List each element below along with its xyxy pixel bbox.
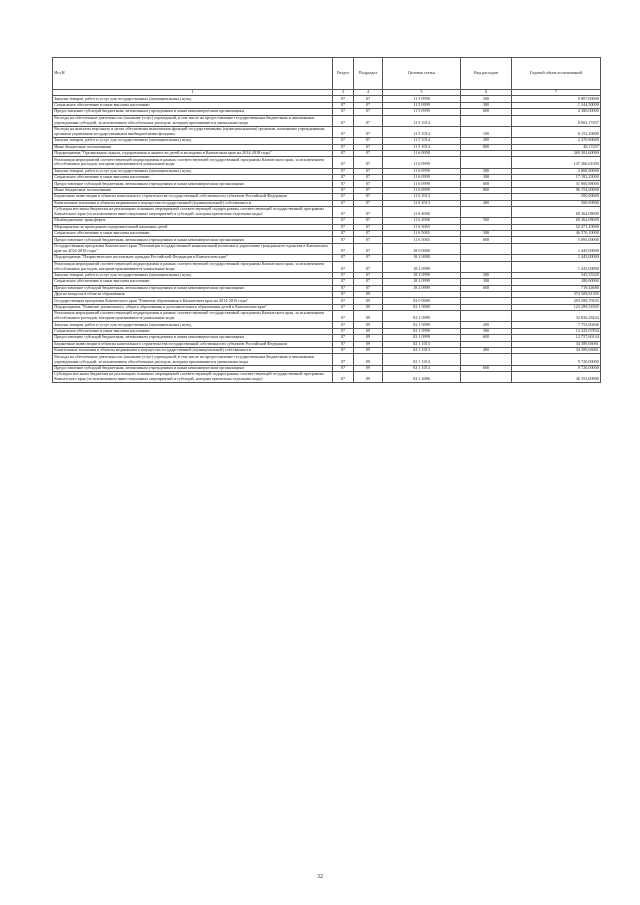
row-section: 07 [333,365,354,371]
row-expense-type: 300 [461,102,512,108]
row-article: 11 6 5065 [383,237,461,243]
row-expense-type: 100 [461,126,512,137]
table-row [53,206,601,217]
row-article: 11 5 0999 [383,102,461,108]
row-subsection: 07 [354,224,383,230]
row-amount: 123 299,54305 [512,304,601,310]
row-section: 07 [333,102,354,108]
row-name: Субсидии местным бюджетам на реализацию основных мероприятий соответствующей подпрограммы соответствующей государственной программы Камчатского края (за исключением инвестиционных мероприятий и субсидий, которым присвоены отдельные коды) [53,372,333,383]
row-amount: 4 380,00000 [512,109,601,115]
row-section: 07 [333,175,354,181]
row-subsection: 07 [354,181,383,187]
row-amount: 269 502,60000 [512,150,601,156]
row-amount: 8 663,17457 [512,115,601,126]
row-article: 11 5 1014 [383,115,461,126]
row-article: 11 6 1013 [383,194,461,200]
row-section: 07 [333,335,354,341]
row-subsection: 09 [354,311,383,322]
row-section: 07 [333,255,354,261]
row-subsection: 09 [354,298,383,304]
header-name: Ист.Н [53,58,333,90]
row-expense-type: 600 [461,237,512,243]
row-section: 07 [333,328,354,334]
row-article: 11 6 1013 [383,200,461,206]
row-article: 11 6 0999 [383,157,461,168]
row-subsection: 07 [354,96,383,102]
row-article: 18 2 0000 [383,255,461,261]
row-expense-type: 200 [461,322,512,328]
row-amount: 96 154,60000 [512,187,601,193]
row-subsection: 07 [354,194,383,200]
row-article: 02 1 0999 [383,335,461,341]
row-section: 07 [333,304,354,310]
row-name: Предоставление субсидий бюджетным, автономным учреждениям и иным некоммерческим организациям [53,237,333,243]
row-expense-type: 300 [461,279,512,285]
row-article: 11 5 1014 [383,126,461,137]
row-article: 18 0 0000 [383,243,461,254]
row-article: 11 5 1014 [383,138,461,144]
row-name: Субсидии местным бюджетам на реализацию основных мероприятий соответствующей подпрограммы соответствующей государственной программы Камчатского края (за исключением инвестиционных мероприятий и субсидий, которым присвоены отдельные коды) [53,206,333,217]
row-name: Реализация мероприятий соответствующей подпрограммы в рамках соответствующей государственной программы Камчатского края, за исключением обособленных расходов, которым присваиваются уникальные коды [53,311,333,322]
budget-table-page [52,57,600,383]
row-subsection: 09 [354,365,383,371]
row-expense-type: 800 [461,144,512,150]
row-name: Закупка товаров, работ и услуг для государственных (муниципальных) нужд [53,322,333,328]
table-row [53,261,601,272]
row-expense-type [461,206,512,217]
table-row [53,126,601,137]
row-amount: 9 807,00000 [512,96,601,102]
row-name: Социальное обеспечение и иные выплаты населению [53,175,333,181]
row-expense-type: 300 [461,231,512,237]
row-article: 18 2 0999 [383,279,461,285]
row-expense-type [461,354,512,365]
row-subsection: 07 [354,243,383,254]
row-subsection: 07 [354,272,383,278]
row-name: Капитальные вложения в объекты недвижимого имущества государственной (муниципальной) собственности [53,348,333,354]
row-amount: 32 836,28244 [512,311,601,322]
row-subsection: 07 [354,157,383,168]
row-section: 07 [333,372,354,383]
table-row [53,243,601,254]
row-name: Закупка товаров, работ и услуг для государственных (муниципальных) нужд [53,168,333,174]
row-section: 07 [333,272,354,278]
row-section: 07 [333,96,354,102]
row-article: 02 1 0999 [383,311,461,322]
row-name: Закупка товаров, работ и услуг для государственных (муниципальных) нужд [53,96,333,102]
row-section: 07 [333,218,354,224]
row-amount: 147 266,61000 [512,157,601,168]
row-amount: 12 757,60144 [512,335,601,341]
row-article: 11 6 0999 [383,175,461,181]
row-article: 11 6 0999 [383,187,461,193]
row-article: 11 6 5065 [383,224,461,230]
row-expense-type [461,311,512,322]
row-subsection: 09 [354,328,383,334]
row-section: 07 [333,322,354,328]
row-section: 07 [333,115,354,126]
column-index: 1 [53,90,333,96]
row-name: Предоставление субсидий бюджетным, автономным учреждениям и иным некоммерческим организациям [53,365,333,371]
row-name: Закупка товаров, работ и услуг для государственных (муниципальных) нужд [53,138,333,144]
row-name: Расходы на выплаты персоналу в целях обеспечения выполнения функций государственными (муниципальными) органами, казенными учреждениями, органами управления государственными внебюджетными фондами [53,126,333,137]
row-expense-type: 400 [461,348,512,354]
row-section: 07 [333,348,354,354]
row-article: 11 5 0999 [383,109,461,115]
row-section: 07 [333,231,354,237]
row-subsection: 07 [354,115,383,126]
row-article: 11 6 5065 [383,231,461,237]
row-name: Расходы на обеспечение деятельности (оказание услуг) учреждений, в том числе на предоставление государственным бюджетным и автономным учреждениям субсидий, за исключением обособленных расходов, которым присваиваются уникальные коды [53,354,333,365]
row-expense-type: 200 [461,96,512,102]
row-subsection: 09 [354,322,383,328]
table-header-row [53,58,601,90]
row-section: 07 [333,200,354,206]
row-article: 02 1 1014 [383,365,461,371]
row-amount: 5 895,00000 [512,237,601,243]
row-expense-type: 600 [461,181,512,187]
row-amount: 46 353,60000 [512,372,601,383]
row-article: 11 6 0999 [383,168,461,174]
row-name: Капитальные вложения в объекты недвижимого имущества государственной (муниципальной) собственности [53,200,333,206]
row-article: 02 1 1014 [383,354,461,365]
row-section: 07 [333,354,354,365]
row-name: Иные бюджетные ассигнования [53,187,333,193]
row-amount: 2 470,80000 [512,138,601,144]
row-amount: 9 720,00000 [512,354,601,365]
row-subsection: 09 [354,304,383,310]
row-name: Подпрограмма "Развитие дошкольного, общего образования и дополнительного образования детей в Камчатском крае" [53,304,333,310]
row-expense-type: 600 [461,335,512,341]
row-amount: 1 244,50000 [512,102,601,108]
row-name: Социальное обеспечение и иные выплаты населению [53,279,333,285]
row-section: 07 [333,150,354,156]
column-index: 7 [512,90,601,96]
row-section: 07 [333,126,354,137]
budget-allocation-table [52,57,601,383]
row-section: 07 [333,298,354,304]
row-amount: 500,00000 [512,194,601,200]
row-section: 07 [333,261,354,272]
row-subsection: 07 [354,285,383,291]
row-subsection: 09 [354,354,383,365]
row-name: Расходы на обеспечение деятельности (оказание услуг) учреждений, в том числе на предоставление государственным бюджетным и автономным учреждениям субсидий, за исключением обособленных расходов, которым присваиваются уникальные коды [53,115,333,126]
row-name: Социальное обеспечение и иные выплаты населению [53,102,333,108]
row-article: 11 6 4006 [383,218,461,224]
table-row [53,115,601,126]
row-article: 11 6 0999 [383,181,461,187]
row-article: 11 5 0999 [383,96,461,102]
row-section: 07 [333,187,354,193]
row-subsection: 07 [354,102,383,108]
row-subsection: 07 [354,231,383,237]
row-expense-type [461,261,512,272]
row-expense-type: 300 [461,175,512,181]
row-article: 02 1 0000 [383,304,461,310]
row-amount: 293 289,70105 [512,298,601,304]
row-amount: 9 720,00000 [512,365,601,371]
row-article: 02 1 0999 [383,328,461,334]
row-section: 07 [333,243,354,254]
row-article: 02 0 0000 [383,298,461,304]
row-expense-type: 500 [461,218,512,224]
row-amount: 60 264,08000 [512,206,601,217]
row-expense-type [461,372,512,383]
row-subsection: 09 [354,348,383,354]
table-row [53,311,601,322]
row-subsection: 09 [354,341,383,347]
table-row [53,157,601,168]
row-name: Предоставление субсидий бюджетным, автономным учреждениям и иным некоммерческим организациям [53,109,333,115]
row-expense-type: 600 [461,365,512,371]
row-article: 18 2 0999 [383,285,461,291]
row-expense-type: 300 [461,328,512,334]
header-subsection: Подраздел [354,58,383,90]
row-amount: 17 182,23000 [512,175,601,181]
page-number: 32 [317,874,323,880]
row-section: 07 [333,311,354,322]
row-expense-type [461,243,512,254]
row-name: Реализация мероприятий соответствующей подпрограммы в рамках соответствующей государственной программы Камчатского края, за исключением обособленных расходов, которым присваиваются уникальные коды [53,157,333,168]
row-name: Государственная программа Камчатского края "Развитие образования в Камчатском крае на 2014-2016 годы" [53,298,333,304]
row-amount: 719,44680 [512,285,601,291]
row-section: 07 [333,285,354,291]
row-amount: 6 152,20000 [512,126,601,137]
row-subsection: 07 [354,187,383,193]
row-amount: 31 060,88000 [512,181,601,187]
row-name: Бюджетные инвестиции в объекты капитального строительства государственной собственности субъектов Российской Федерации [53,341,333,347]
table-row [53,372,601,383]
row-expense-type: 800 [461,187,512,193]
row-amount: 500,00000 [512,200,601,206]
row-article: 18 2 0999 [383,272,461,278]
column-index: 5 [383,90,461,96]
row-amount: 34 389,66061 [512,348,601,354]
row-subsection: 07 [354,255,383,261]
row-subsection: 09 [354,291,383,297]
row-name: Государственная программа Камчатского края "Реализация государственной национальной политики и укрепление гражданского единства в Камчатском крае на 2014-2018 годы" [53,243,333,254]
row-section: 07 [333,194,354,200]
row-amount: 180,00000 [512,279,601,285]
row-name: Социальное обеспечение и иные выплаты населению [53,231,333,237]
row-expense-type: 600 [461,285,512,291]
row-expense-type: 200 [461,272,512,278]
row-subsection: 07 [354,279,383,285]
row-subsection: 09 [354,335,383,341]
row-subsection: 07 [354,218,383,224]
row-name: Межбюджетные трансферты [53,218,333,224]
row-subsection: 07 [354,237,383,243]
row-section: 07 [333,279,354,285]
row-amount: 12 325,07834 [512,328,601,334]
row-amount: 1 445,00000 [512,255,601,261]
table-body [53,96,601,383]
row-amount: 7 753,60266 [512,322,601,328]
row-section: 07 [333,144,354,150]
row-name: Другие вопросы в области образования [53,291,333,297]
row-section: 07 [333,237,354,243]
row-article: 02 1 1013 [383,348,461,354]
column-index: 4 [354,90,383,96]
row-name: Мероприятия по проведению оздоровительной кампании детей [53,224,333,230]
row-name: Предоставление субсидий бюджетным, автономным учреждениям и иным некоммерческим организациям [53,181,333,187]
row-amount: 545,55320 [512,272,601,278]
row-subsection: 07 [354,200,383,206]
row-name: Предоставление субсидий бюджетным, автономным учреждениям и иным некоммерческим организациям [53,335,333,341]
row-subsection: 07 [354,138,383,144]
row-subsection: 07 [354,109,383,115]
row-subsection: 07 [354,150,383,156]
row-section: 07 [333,138,354,144]
row-subsection: 07 [354,168,383,174]
row-amount: 34 389,66061 [512,341,601,347]
row-expense-type [461,115,512,126]
row-amount: 52 471,10000 [512,224,601,230]
row-amount: 2 868,90000 [512,168,601,174]
row-section: 07 [333,341,354,347]
row-section: 07 [333,224,354,230]
header-section: Раздел [333,58,354,90]
row-article: 02 1 0999 [383,322,461,328]
row-subsection: 09 [354,372,383,383]
row-name: Предоставление субсидий бюджетным, автономным учреждениям и иным некоммерческим организациям [53,285,333,291]
row-name: Реализация мероприятий соответствующей подпрограммы в рамках соответствующей государственной программы Камчатского края, за исключением обособленных расходов, которым присваиваются уникальные коды [53,261,333,272]
row-expense-type [461,157,512,168]
row-amount: 374 509,81305 [512,291,601,297]
row-amount: 40,17457 [512,144,601,150]
row-article: 11 5 1014 [383,144,461,150]
row-name: Иные бюджетные ассигнования [53,144,333,150]
row-name: Социальное обеспечение и иные выплаты населению [53,328,333,334]
row-article: 11 6 4006 [383,206,461,217]
row-section: 07 [333,206,354,217]
row-name: Подпрограмма "Патриотическое воспитание граждан Российской Федерации в Камчатском крае" [53,255,333,261]
header-amount: Годовой объем ассигнований [512,58,601,90]
row-expense-type: 200 [461,168,512,174]
row-name: Подпрограмма "Организация отдыха, оздоровления и занятости детей и молодежи в Камчатском крае на 2014-2018 годы" [53,150,333,156]
row-expense-type: 600 [461,109,512,115]
row-expense-type: 400 [461,200,512,206]
row-article: 02 1 4006 [383,372,461,383]
row-subsection: 07 [354,144,383,150]
row-section: 07 [333,181,354,187]
row-subsection: 07 [354,126,383,137]
row-article: 02 1 1013 [383,341,461,347]
row-expense-type: 200 [461,138,512,144]
row-subsection: 07 [354,175,383,181]
row-amount: 1 445,00000 [512,261,601,272]
table-row [53,354,601,365]
header-expense-type: Вид расходов [461,58,512,90]
row-section: 07 [333,168,354,174]
row-section: 07 [333,291,354,297]
row-amount: 1 445,00000 [512,243,601,254]
row-amount: 46 576,10000 [512,231,601,237]
column-index: 3 [333,90,354,96]
header-article: Целевая статья [383,58,461,90]
row-name: Закупка товаров, работ и услуг для государственных (муниципальных) нужд [53,272,333,278]
row-section: 07 [333,157,354,168]
row-subsection: 07 [354,261,383,272]
column-index: 6 [461,90,512,96]
row-name: Бюджетные инвестиции в объекты капитального строительства государственной собственности субъектов Российской Федерации [53,194,333,200]
row-subsection: 07 [354,206,383,217]
row-article: 18 2 0999 [383,261,461,272]
row-article: 11 6 0000 [383,150,461,156]
row-amount: 60 264,08000 [512,218,601,224]
row-section: 07 [333,109,354,115]
